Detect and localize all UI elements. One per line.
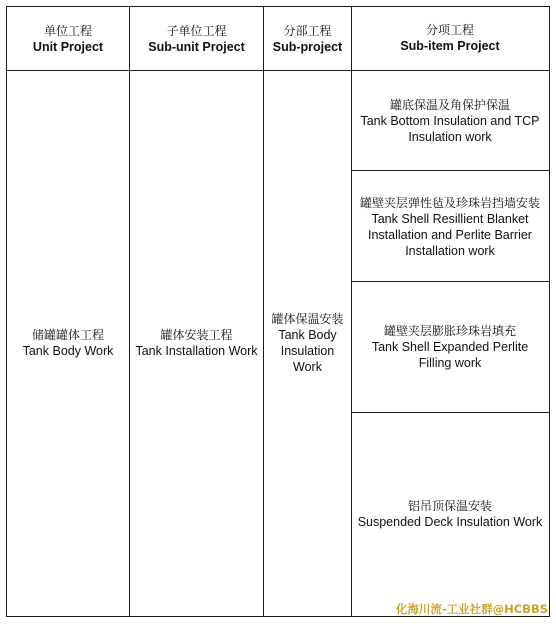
header-sub-project-en: Sub-project bbox=[272, 39, 343, 54]
unit-project-zh: 储罐罐体工程 bbox=[31, 328, 104, 342]
sub-project-zh: 罐体保温安装 bbox=[271, 312, 344, 326]
header-sub-item-project-zh: 分项工程 bbox=[425, 23, 474, 37]
sub-item-en-2: Filling work bbox=[418, 356, 482, 370]
unit-project-en: Tank Body Work bbox=[22, 344, 114, 358]
sub-item-cell bbox=[352, 71, 548, 170]
sub-project-en-2: Insulation bbox=[280, 344, 335, 358]
sub-item-cell bbox=[352, 282, 548, 412]
unit-project-cell bbox=[7, 71, 129, 615]
header-unit-project-zh: 单位工程 bbox=[43, 23, 92, 38]
header-sub-unit-project-en: Sub-unit Project bbox=[148, 39, 245, 54]
header-sub-project-zh: 分部工程 bbox=[283, 23, 332, 38]
sub-unit-project-en: Tank Installation Work bbox=[135, 344, 258, 358]
header-unit-project-en: Unit Project bbox=[32, 39, 104, 54]
header-sub-unit-project bbox=[130, 7, 263, 70]
sub-item-zh: 罐壁夹层弹性毡及珍珠岩挡墙安装 bbox=[359, 196, 540, 210]
sub-item-en-2: Installation and Perlite Barrier bbox=[368, 228, 532, 242]
sub-unit-project-zh: 罐体安装工程 bbox=[160, 328, 233, 342]
sub-item-zh: 罐壁夹层膨胀珍珠岩填充 bbox=[383, 324, 516, 338]
sub-item-zh: 铝吊顶保温安装 bbox=[407, 499, 492, 513]
sub-item-en-1: Suspended Deck Insulation Work bbox=[357, 515, 543, 529]
sub-project-en-3: Work bbox=[293, 360, 322, 374]
header-sub-unit-project-zh: 子单位工程 bbox=[166, 23, 227, 38]
sub-project-cell bbox=[264, 71, 351, 615]
sub-item-zh: 罐底保温及角保护保温 bbox=[389, 97, 510, 112]
sub-item-en-1: Tank Bottom Insulation and TCP bbox=[360, 113, 540, 128]
header-sub-item-project bbox=[352, 7, 548, 70]
sub-item-cell bbox=[352, 171, 548, 281]
project-division-table bbox=[6, 6, 550, 617]
header-unit-project bbox=[7, 7, 129, 70]
sub-item-en-3: Installation work bbox=[405, 244, 495, 258]
watermark-text: 化海川流-工业社群@HCBBS bbox=[395, 602, 548, 616]
sub-item-cell bbox=[352, 413, 548, 615]
header-sub-item-project-en: Sub-item Project bbox=[400, 39, 500, 53]
header-sub-project bbox=[264, 7, 351, 70]
sub-project-en-1: Tank Body bbox=[278, 328, 337, 342]
sub-item-en-2: Insulation work bbox=[408, 129, 492, 144]
sub-item-en-1: Tank Shell Expanded Perlite bbox=[371, 340, 529, 354]
sub-item-en-1: Tank Shell Resillient Blanket bbox=[371, 212, 529, 226]
sub-unit-project-cell bbox=[130, 71, 263, 615]
